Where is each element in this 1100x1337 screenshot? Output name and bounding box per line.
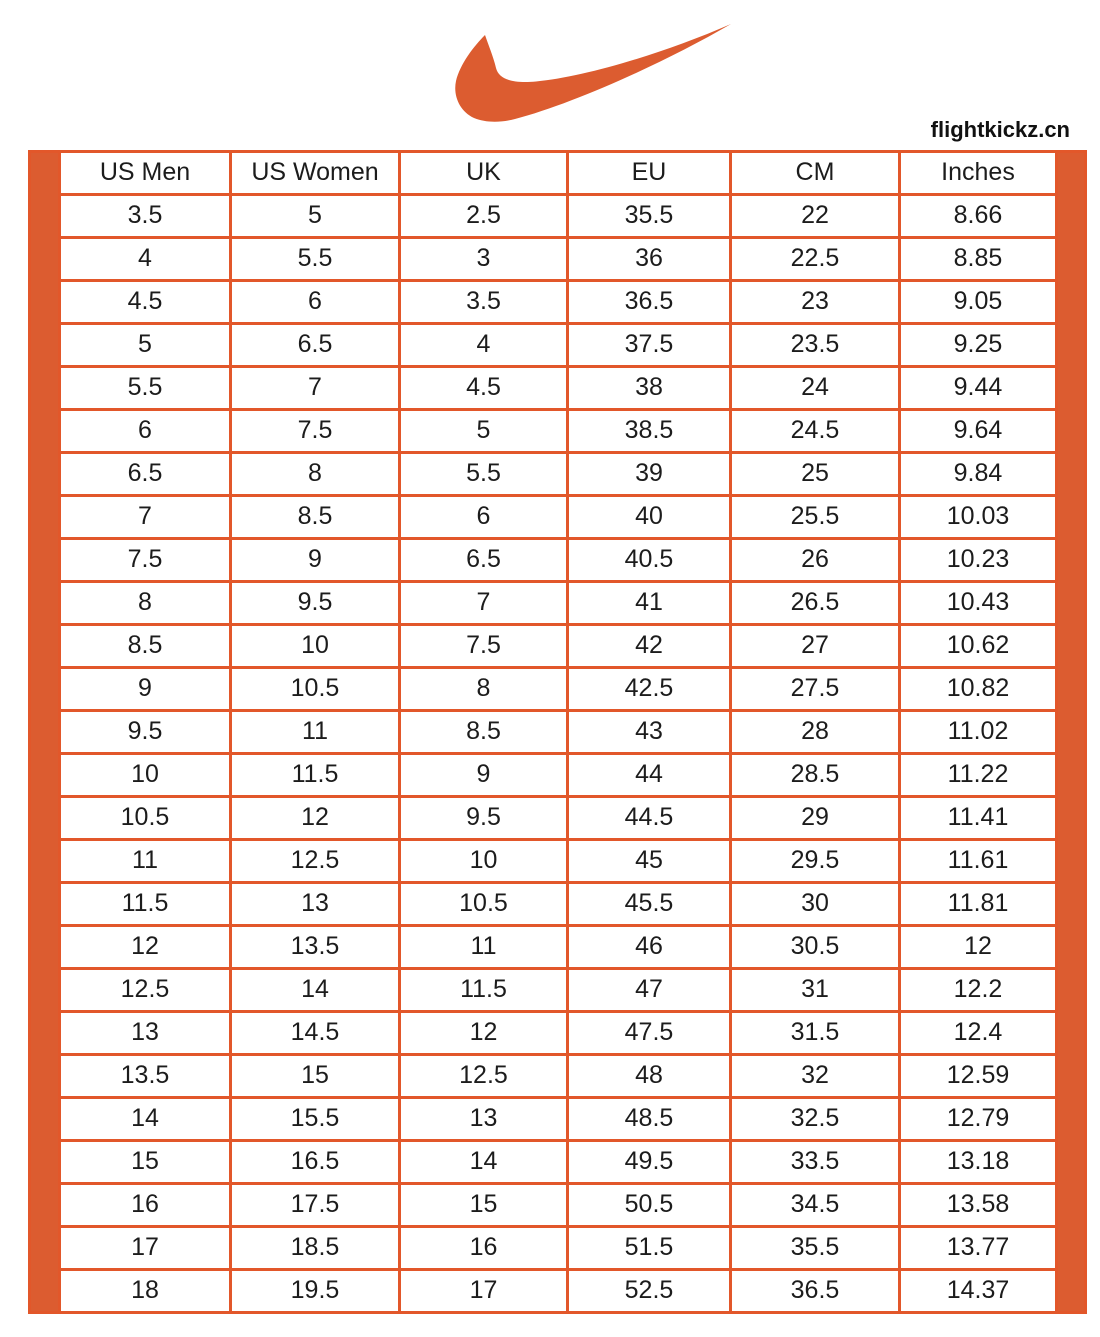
size-cell: 39 (568, 453, 731, 496)
size-cell: 11.02 (900, 711, 1057, 754)
size-cell: 42 (568, 625, 731, 668)
size-cell: 31 (731, 969, 900, 1012)
size-cell: 10.82 (900, 668, 1057, 711)
size-cell: 5 (400, 410, 568, 453)
size-cell: 6.5 (231, 324, 400, 367)
size-cell: 12 (231, 797, 400, 840)
size-row (30, 969, 1086, 1012)
size-cell: 49.5 (568, 1141, 731, 1184)
size-cell: 2.5 (400, 195, 568, 238)
size-cell: 5 (60, 324, 231, 367)
size-cell: 10.23 (900, 539, 1057, 582)
size-cell: 27 (731, 625, 900, 668)
size-cell: 28 (731, 711, 900, 754)
size-cell: 7 (400, 582, 568, 625)
size-cell: 35.5 (568, 195, 731, 238)
size-cell: 23.5 (731, 324, 900, 367)
size-row (30, 238, 1086, 281)
size-cell: 9.5 (231, 582, 400, 625)
size-cell: 5.5 (231, 238, 400, 281)
size-row (30, 1184, 1086, 1227)
size-cell: 37.5 (568, 324, 731, 367)
size-cell: 48 (568, 1055, 731, 1098)
size-cell: 12.4 (900, 1012, 1057, 1055)
size-cell: 9 (60, 668, 231, 711)
size-row (30, 410, 1086, 453)
size-cell: 7.5 (60, 539, 231, 582)
size-cell: 10 (400, 840, 568, 883)
size-cell: 29 (731, 797, 900, 840)
size-cell: 45 (568, 840, 731, 883)
size-row (30, 840, 1086, 883)
size-cell: 12.2 (900, 969, 1057, 1012)
size-cell: 9.05 (900, 281, 1057, 324)
size-cell: 10.5 (400, 883, 568, 926)
size-cell: 11 (231, 711, 400, 754)
size-cell: 48.5 (568, 1098, 731, 1141)
size-cell: 17.5 (231, 1184, 400, 1227)
size-row (30, 625, 1086, 668)
size-cell: 14.37 (900, 1270, 1057, 1313)
size-cell: 22.5 (731, 238, 900, 281)
size-cell: 11.5 (231, 754, 400, 797)
size-cell: 8 (400, 668, 568, 711)
column-header-inches: Inches (900, 152, 1057, 195)
size-cell: 13.77 (900, 1227, 1057, 1270)
size-row (30, 195, 1086, 238)
size-cell: 6 (60, 410, 231, 453)
size-cell: 10.5 (60, 797, 231, 840)
size-cell: 7 (60, 496, 231, 539)
size-cell: 38 (568, 367, 731, 410)
size-cell: 23 (731, 281, 900, 324)
size-cell: 16 (60, 1184, 231, 1227)
size-cell: 18.5 (231, 1227, 400, 1270)
size-row (30, 539, 1086, 582)
size-cell: 11 (400, 926, 568, 969)
size-cell: 12.79 (900, 1098, 1057, 1141)
size-cell: 18 (60, 1270, 231, 1313)
size-cell: 24 (731, 367, 900, 410)
size-cell: 11 (60, 840, 231, 883)
size-cell: 10 (231, 625, 400, 668)
size-cell: 14.5 (231, 1012, 400, 1055)
size-cell: 13 (231, 883, 400, 926)
size-row (30, 582, 1086, 625)
size-cell: 46 (568, 926, 731, 969)
size-cell: 36 (568, 238, 731, 281)
size-cell: 6 (231, 281, 400, 324)
size-cell: 43 (568, 711, 731, 754)
size-cell: 15 (231, 1055, 400, 1098)
size-cell: 7.5 (231, 410, 400, 453)
size-cell: 8.5 (60, 625, 231, 668)
size-row (30, 453, 1086, 496)
size-row (30, 324, 1086, 367)
column-header-cm: CM (731, 152, 900, 195)
size-cell: 25.5 (731, 496, 900, 539)
size-cell: 7 (231, 367, 400, 410)
size-cell: 50.5 (568, 1184, 731, 1227)
size-cell: 40 (568, 496, 731, 539)
size-row (30, 926, 1086, 969)
size-cell: 41 (568, 582, 731, 625)
size-cell: 29.5 (731, 840, 900, 883)
left-accent-bar (30, 152, 60, 1313)
size-cell: 35.5 (731, 1227, 900, 1270)
size-cell: 3.5 (60, 195, 231, 238)
size-cell: 15 (400, 1184, 568, 1227)
size-cell: 45.5 (568, 883, 731, 926)
size-cell: 10.62 (900, 625, 1057, 668)
size-cell: 33.5 (731, 1141, 900, 1184)
size-cell: 4.5 (400, 367, 568, 410)
size-cell: 4.5 (60, 281, 231, 324)
size-cell: 10.43 (900, 582, 1057, 625)
size-cell: 6.5 (60, 453, 231, 496)
size-cell: 4 (60, 238, 231, 281)
size-cell: 3.5 (400, 281, 568, 324)
right-accent-bar (1057, 152, 1086, 1313)
size-cell: 8 (231, 453, 400, 496)
size-cell: 4 (400, 324, 568, 367)
size-cell: 36.5 (568, 281, 731, 324)
size-cell: 12.59 (900, 1055, 1057, 1098)
nike-swoosh-icon (452, 24, 732, 124)
size-cell: 17 (400, 1270, 568, 1313)
size-cell: 11.81 (900, 883, 1057, 926)
size-cell: 19.5 (231, 1270, 400, 1313)
size-cell: 11.22 (900, 754, 1057, 797)
size-row (30, 668, 1086, 711)
size-cell: 5.5 (400, 453, 568, 496)
size-cell: 13 (400, 1098, 568, 1141)
size-cell: 14 (60, 1098, 231, 1141)
size-cell: 17 (60, 1227, 231, 1270)
column-header-uk: UK (400, 152, 568, 195)
size-cell: 15.5 (231, 1098, 400, 1141)
size-row (30, 883, 1086, 926)
size-cell: 9 (231, 539, 400, 582)
size-cell: 13 (60, 1012, 231, 1055)
size-cell: 11.61 (900, 840, 1057, 883)
size-cell: 10 (60, 754, 231, 797)
size-cell: 27.5 (731, 668, 900, 711)
size-cell: 16 (400, 1227, 568, 1270)
size-cell: 15 (60, 1141, 231, 1184)
size-row (30, 1227, 1086, 1270)
size-cell: 8.5 (231, 496, 400, 539)
size-cell: 8.85 (900, 238, 1057, 281)
size-cell: 42.5 (568, 668, 731, 711)
size-cell: 8 (60, 582, 231, 625)
size-cell: 31.5 (731, 1012, 900, 1055)
size-cell: 47 (568, 969, 731, 1012)
column-header-us-women: US Women (231, 152, 400, 195)
column-header-eu: EU (568, 152, 731, 195)
size-cell: 7.5 (400, 625, 568, 668)
column-header-us-men: US Men (60, 152, 231, 195)
size-cell: 16.5 (231, 1141, 400, 1184)
size-cell: 9.5 (60, 711, 231, 754)
size-row (30, 754, 1086, 797)
size-cell: 44.5 (568, 797, 731, 840)
size-cell: 8.66 (900, 195, 1057, 238)
size-cell: 5.5 (60, 367, 231, 410)
size-cell: 30 (731, 883, 900, 926)
size-cell: 22 (731, 195, 900, 238)
size-row (30, 1012, 1086, 1055)
size-row (30, 1055, 1086, 1098)
size-cell: 9.5 (400, 797, 568, 840)
watermark-text: flightkickz.cn (930, 117, 1070, 142)
size-cell: 12 (400, 1012, 568, 1055)
size-cell: 26 (731, 539, 900, 582)
size-row (30, 797, 1086, 840)
size-cell: 9.84 (900, 453, 1057, 496)
size-cell: 13.58 (900, 1184, 1057, 1227)
size-cell: 12.5 (400, 1055, 568, 1098)
size-cell: 3 (400, 238, 568, 281)
size-cell: 13.18 (900, 1141, 1057, 1184)
size-cell: 9 (400, 754, 568, 797)
size-cell: 8.5 (400, 711, 568, 754)
size-cell: 28.5 (731, 754, 900, 797)
size-row (30, 1098, 1086, 1141)
size-cell: 12.5 (231, 840, 400, 883)
size-cell: 44 (568, 754, 731, 797)
size-cell: 10.03 (900, 496, 1057, 539)
size-cell: 30.5 (731, 926, 900, 969)
size-cell: 5 (231, 195, 400, 238)
size-cell: 47.5 (568, 1012, 731, 1055)
size-cell: 11.5 (400, 969, 568, 1012)
size-cell: 12 (60, 926, 231, 969)
size-cell: 40.5 (568, 539, 731, 582)
size-cell: 14 (231, 969, 400, 1012)
size-cell: 32.5 (731, 1098, 900, 1141)
size-cell: 26.5 (731, 582, 900, 625)
size-cell: 9.64 (900, 410, 1057, 453)
size-row (30, 281, 1086, 324)
size-row (30, 1270, 1086, 1313)
size-cell: 24.5 (731, 410, 900, 453)
size-row (30, 496, 1086, 539)
size-conversion-table (28, 150, 1087, 1314)
size-cell: 13.5 (231, 926, 400, 969)
size-cell: 14 (400, 1141, 568, 1184)
size-cell: 32 (731, 1055, 900, 1098)
size-cell: 52.5 (568, 1270, 731, 1313)
size-row (30, 367, 1086, 410)
size-cell: 6.5 (400, 539, 568, 582)
size-cell: 11.41 (900, 797, 1057, 840)
size-cell: 36.5 (731, 1270, 900, 1313)
size-cell: 6 (400, 496, 568, 539)
size-cell: 34.5 (731, 1184, 900, 1227)
size-cell: 10.5 (231, 668, 400, 711)
size-cell: 38.5 (568, 410, 731, 453)
size-cell: 9.25 (900, 324, 1057, 367)
size-cell: 9.44 (900, 367, 1057, 410)
size-cell: 51.5 (568, 1227, 731, 1270)
size-cell: 12.5 (60, 969, 231, 1012)
size-row (30, 711, 1086, 754)
size-cell: 25 (731, 453, 900, 496)
size-cell: 12 (900, 926, 1057, 969)
header-row (30, 152, 1086, 195)
size-cell: 11.5 (60, 883, 231, 926)
size-row (30, 1141, 1086, 1184)
size-cell: 13.5 (60, 1055, 231, 1098)
